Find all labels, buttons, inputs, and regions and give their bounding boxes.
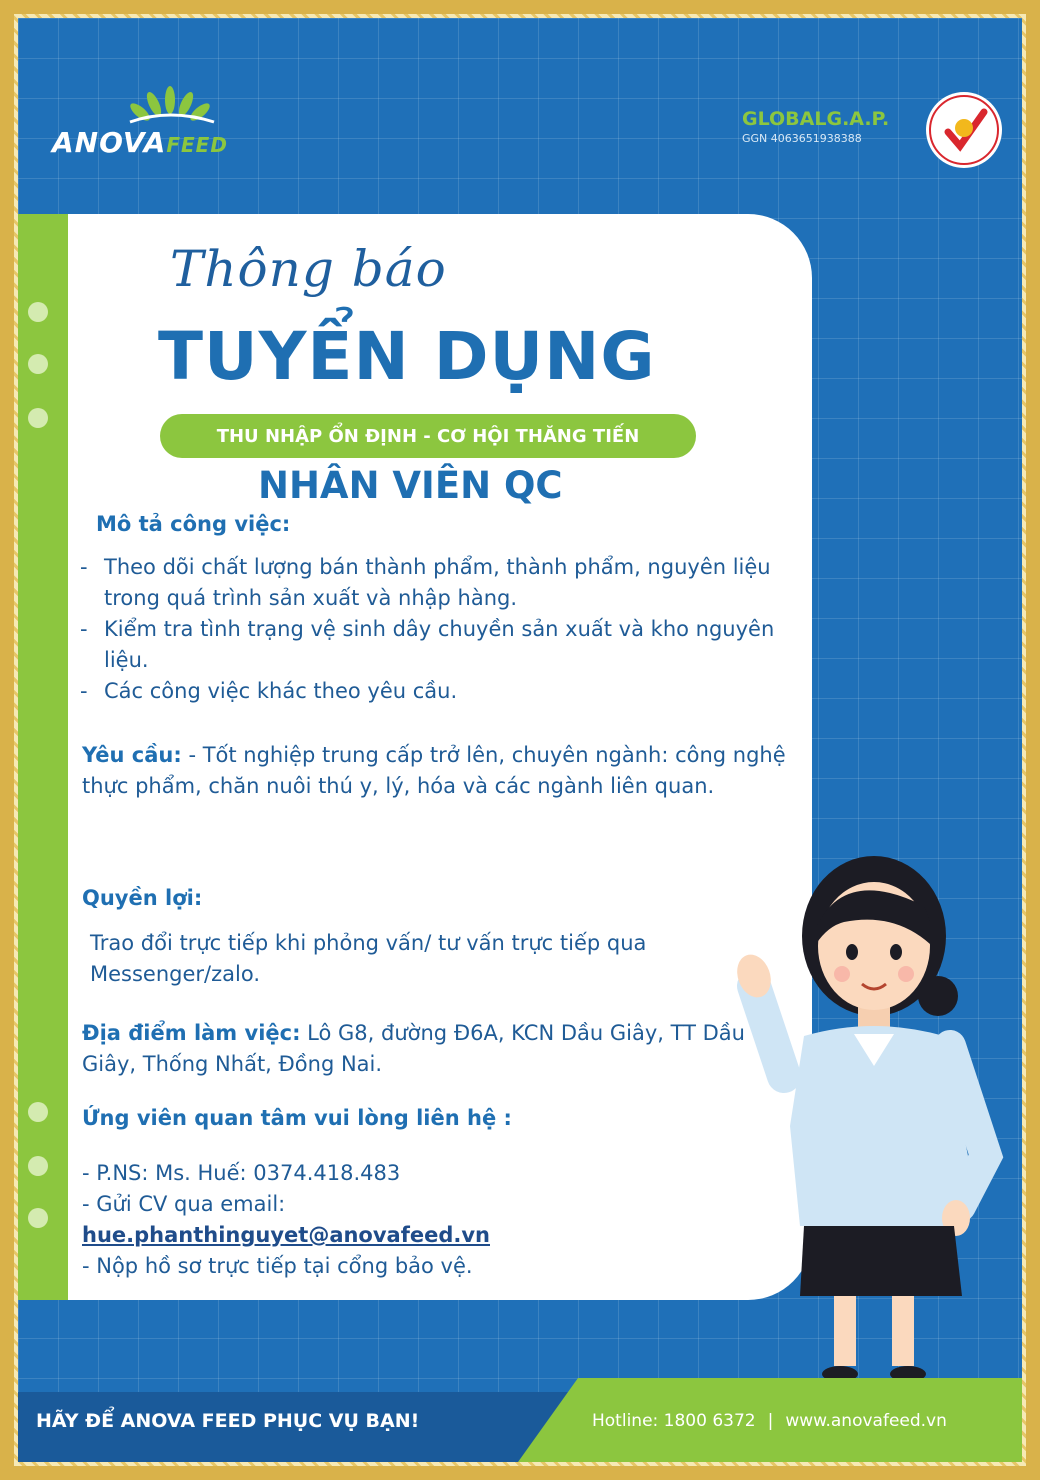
punch-hole: [28, 1102, 48, 1122]
anova-leaf-logo-icon: [110, 84, 310, 124]
requirements-heading: Yêu cầu:: [82, 743, 182, 767]
poster: [18, 18, 1022, 1462]
description-heading: Mô tả công việc:: [96, 512, 291, 536]
contact-block: [82, 1158, 702, 1282]
contact-submit-line: - Nộp hồ sơ trực tiếp tại cổng bảo vệ.: [82, 1254, 473, 1278]
cert-code: GGN 4063651938388: [742, 132, 862, 145]
contact-heading: Ứng viên quan tâm vui lòng liên hệ :: [82, 1106, 512, 1130]
website-link[interactable]: www.anovafeed.vn: [785, 1411, 947, 1431]
punch-hole: [28, 408, 48, 428]
benefits-heading: Quyền lợi:: [82, 886, 203, 910]
list-item: - Theo dõi chất lượng bán thành phẩm, thành phẩm, nguyên liệu trong quá trình sản xuất và nhập hàng.: [78, 552, 798, 614]
globalgap-cert: [742, 108, 889, 145]
punch-hole: [28, 1156, 48, 1176]
main-title: TUYỂN DỤNG: [158, 318, 656, 395]
hotline-text: Hotline: 1800 6372: [592, 1411, 756, 1431]
punch-hole: [28, 354, 48, 374]
location-heading: Địa điểm làm việc:: [82, 1021, 301, 1045]
cert-title: GLOBALG.A.P.: [742, 108, 890, 130]
contact-cv-line: - Gửi CV qua email:: [82, 1192, 286, 1216]
position-title: NHÂN VIÊN QC: [258, 464, 563, 507]
footer-separator: |: [767, 1411, 774, 1431]
anova-feed-logo: [50, 90, 250, 160]
benefits-text: Trao đổi trực tiếp khi phỏng vấn/ tư vấn trực tiếp qua Messenger/zalo.: [90, 931, 647, 986]
logo-sub-text: FEED: [166, 133, 228, 157]
location-block: [82, 1018, 782, 1080]
person-illustration: [724, 826, 1022, 1386]
requirements-text: - Tốt nghiệp trung cấp trở lên, chuyên ngành: công nghệ thực phẩm, chăn nuôi thú y, lý, hóa và các ngành liên quan.: [82, 743, 786, 798]
quality-seal-icon: [922, 88, 1006, 172]
tagline-pill: THU NHẬP ỔN ĐỊNH - CƠ HỘI THĂNG TIẾN: [160, 414, 696, 458]
location-text: Lô G8, đường Đ6A, KCN Dầu Giây, TT Dầu Giây, Thống Nhất, Đồng Nai.: [82, 1021, 745, 1076]
requirements-block: [82, 740, 802, 802]
contact-phone: - P.NS: Ms. Huế: 0374.418.483: [82, 1161, 401, 1185]
footer-contact: [592, 1411, 947, 1431]
punch-hole: [28, 302, 48, 322]
list-item: - Kiểm tra tình trạng vệ sinh dây chuyền sản xuất và kho nguyên liệu.: [78, 614, 798, 676]
contact-email-link[interactable]: hue.phanthinguyet@anovafeed.vn: [82, 1223, 490, 1247]
script-title: Thông báo: [170, 240, 447, 298]
logo-main-text: ANOVA: [52, 126, 167, 159]
footer-slogan: HÃY ĐỂ ANOVA FEED PHỤC VỤ BẠN!: [36, 1410, 420, 1432]
punch-hole: [28, 1208, 48, 1228]
list-item: - Các công việc khác theo yêu cầu.: [78, 676, 798, 707]
description-list: [78, 552, 798, 707]
